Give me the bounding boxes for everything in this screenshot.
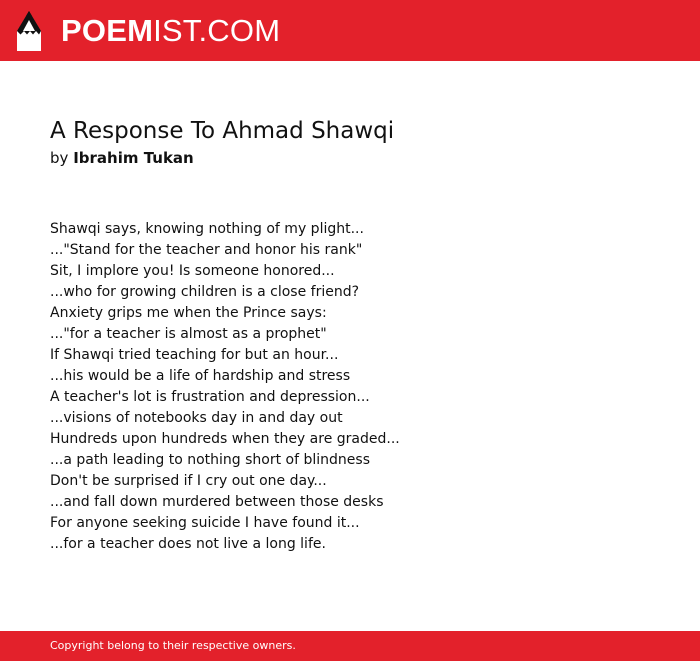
- site-header: [0, 0, 700, 61]
- poem-line: ..."for a teacher is almost as a prophet": [50, 326, 327, 342]
- poem-line: ...for a teacher does not live a long life.: [50, 536, 326, 552]
- poem-line: If Shawqi tried teaching for but an hour...: [50, 347, 339, 363]
- poem-line: ...his would be a life of hardship and stress: [50, 368, 351, 384]
- poem-line: ...visions of notebooks day in and day out: [50, 410, 343, 426]
- pencil-icon: [16, 10, 42, 52]
- poem-line: ..."Stand for the teacher and honor his rank": [50, 242, 363, 258]
- logo-text-bold: POEM: [61, 13, 154, 48]
- poem-line: For anyone seeking suicide I have found it...: [50, 515, 360, 531]
- site-logo-text: [61, 10, 280, 52]
- poem-line: ...who for growing children is a close friend?: [50, 284, 360, 300]
- poem-title: A Response To Ahmad Shawqi: [50, 118, 395, 144]
- byline-prefix: by: [50, 149, 69, 167]
- poem-line: A teacher's lot is frustration and depression...: [50, 389, 370, 405]
- poem-line: ...and fall down murdered between those desks: [50, 494, 384, 510]
- logo-text-light: IST.COM: [153, 13, 281, 48]
- site-logo-link[interactable]: [16, 10, 280, 52]
- poem-line: Hundreds upon hundreds when they are graded...: [50, 431, 400, 447]
- poem-line: Sit, I implore you! Is someone honored...: [50, 263, 335, 279]
- copyright-text: Copyright belong to their respective owners.: [50, 639, 296, 652]
- author-name: Ibrahim Tukan: [73, 149, 194, 167]
- poem-line: ...a path leading to nothing short of blindness: [50, 452, 371, 468]
- poem-header: [50, 114, 650, 168]
- poem-line: Shawqi says, knowing nothing of my plight...: [50, 221, 364, 237]
- site-footer: [0, 631, 700, 661]
- poem-body: [50, 219, 650, 555]
- poem-line: Anxiety grips me when the Prince says:: [50, 305, 327, 321]
- poem-line: Don't be surprised if I cry out one day...: [50, 473, 327, 489]
- byline: [50, 148, 650, 168]
